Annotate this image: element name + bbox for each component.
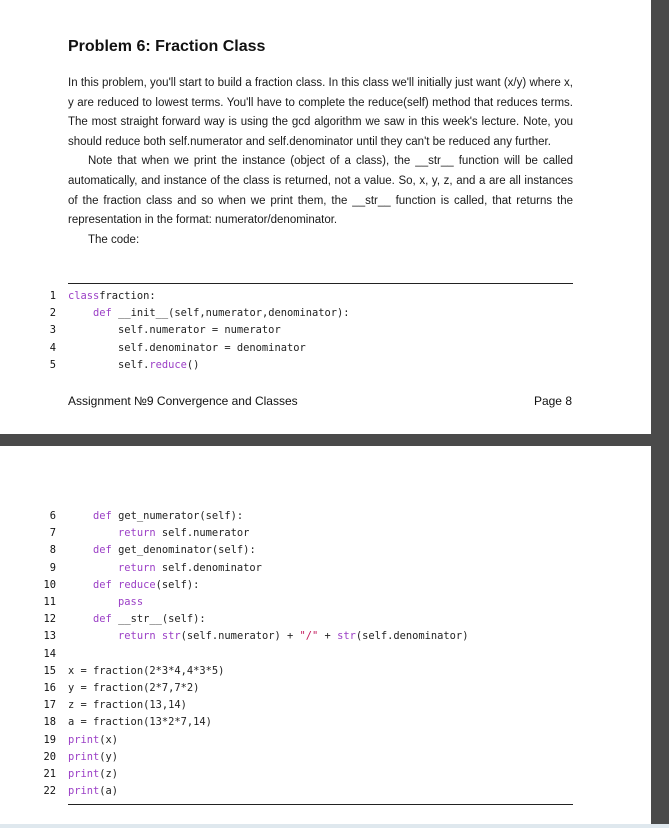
code-token: (self.numerator) + [180,630,300,643]
paragraph-intro: In this problem, you'll start to build a fraction class. In this class we'll initially just want (x/y) where x, y are reduced to lowest terms. You'll have to complete the reduce(self) method that reduces terms. The most straight forward way is using the gcd algorithm we saw in this week's lecture. Note, you should reduce both self.numerator and self.denominator until they can't be reduced any further. [68,77,573,148]
line-number: 8 [49,544,56,557]
line-number: 7 [49,527,56,540]
code-token: (y) [99,750,119,763]
code-text [68,288,156,305]
code-line [0,305,651,322]
code-line [0,749,651,766]
code-token: () [186,358,200,371]
line-number: 19 [43,733,56,746]
code-line [0,646,651,663]
code-token: self.denominator = denominator [118,341,306,354]
code-text [68,663,224,680]
code-token: get_numerator(self): [111,510,244,522]
line-number: 18 [43,716,56,729]
code-token: self.denominator [155,561,262,574]
code-token: (self): [155,578,200,591]
code-keyword: print [68,768,100,780]
code-line [0,322,651,339]
code-keyword: return [118,527,156,540]
code-text [68,697,187,714]
code-token: (z) [99,768,119,780]
code-keyword: def [93,544,112,557]
code-text [68,680,199,697]
code-token: x = fraction(2*3*4,4*3*5) [68,664,225,677]
code-token: y = fraction(2*7,7*2) [68,682,200,694]
code-keyword: def [93,578,112,591]
code-line [0,680,651,697]
code-text [68,560,262,577]
line-number: 5 [49,358,56,371]
code-text [68,732,118,749]
pdf-page-9 [0,446,651,828]
code-text [68,305,350,322]
code-text [68,340,306,357]
code-keyword: return [118,630,156,643]
code-line [0,697,651,714]
code-text [68,783,118,800]
code-line [0,594,651,611]
code-token: __init__(self,numerator,denominator): [111,307,350,320]
code-line [0,766,651,783]
code-string: "/" [299,630,319,643]
code-line [0,288,651,305]
code-token: (x) [99,733,119,746]
code-line [0,340,651,357]
code-text [68,322,281,339]
code-token: self. [118,358,150,371]
code-token: self.numerator = numerator [118,324,281,337]
code-text [68,714,212,731]
code-token: (a) [99,785,119,798]
line-number: 11 [43,596,56,608]
line-number: 12 [43,613,56,626]
code-token: z = fraction(13,14) [68,699,187,712]
code-text [68,577,199,594]
line-number: 14 [43,647,56,660]
code-line [0,560,651,577]
code-keyword: def [93,307,112,320]
code-line [0,663,651,680]
footer-page-number: Page 8 [533,394,572,408]
line-number: 22 [43,785,56,798]
code-token: (self.denominator) [355,630,469,643]
paragraph-code-label: The code: [88,233,140,246]
code-keyword: def [93,613,112,626]
line-number: 4 [49,341,56,354]
code-line [0,525,651,542]
line-number: 9 [49,561,56,574]
code-bottom-rule [68,804,573,805]
code-keyword: str [337,630,356,643]
code-keyword: pass [118,596,144,608]
code-token: self.numerator [155,527,250,540]
line-number: 17 [43,699,56,712]
line-number: 15 [43,664,56,677]
problem-description [68,74,573,250]
code-line [0,714,651,731]
line-number: 16 [43,682,56,694]
problem-title: Problem 6: Fraction Class [68,38,266,55]
code-text [68,594,143,611]
code-keyword: class [68,290,100,302]
line-number: 1 [49,290,56,302]
code-keyword: str [161,630,181,643]
code-text [68,508,243,525]
line-number: 13 [43,630,56,643]
code-token: fraction: [99,290,156,302]
code-line [0,577,651,594]
code-keyword: reduce [149,358,187,371]
code-text [68,525,249,542]
code-token: get_denominator(self): [111,544,256,557]
code-token: a = fraction(13*2*7,14) [68,716,212,729]
code-text [68,749,118,766]
code-text [68,357,199,374]
paragraph-str-note: Note that when we print the instance (object of a class), the __str__ function will be called automatically, and instance of the class is returned, not a value. So, x, y, z, and a are all instances of the fraction class and so when we print them, the __str__ function is called, that returns the representation in the format: numerator/denominator. [68,155,573,227]
line-number: 10 [43,578,56,591]
code-keyword: print [68,733,100,746]
code-text [68,628,468,645]
line-number: 3 [49,324,56,337]
line-number: 20 [43,750,56,763]
code-top-rule [68,283,573,284]
code-text [68,542,256,559]
code-keyword: def [93,510,112,522]
code-keyword: return [118,561,156,574]
code-line [0,611,651,628]
footer-assignment-title: Assignment №9 Convergence and Classes [68,394,298,408]
line-number: 21 [43,768,56,780]
code-text [68,611,206,628]
code-line [0,783,651,800]
code-token: __str__(self): [111,613,206,626]
code-line [0,357,651,374]
code-line [0,628,651,645]
code-line [0,542,651,559]
line-number: 2 [49,307,56,320]
code-line [0,732,651,749]
code-keyword: reduce [118,578,156,591]
code-line [0,508,651,525]
viewer-bottom-edge [0,824,669,828]
code-keyword: print [68,750,100,763]
line-number: 6 [49,510,56,522]
code-text [68,766,118,783]
code-keyword: print [68,785,100,798]
code-token: + [318,630,338,643]
